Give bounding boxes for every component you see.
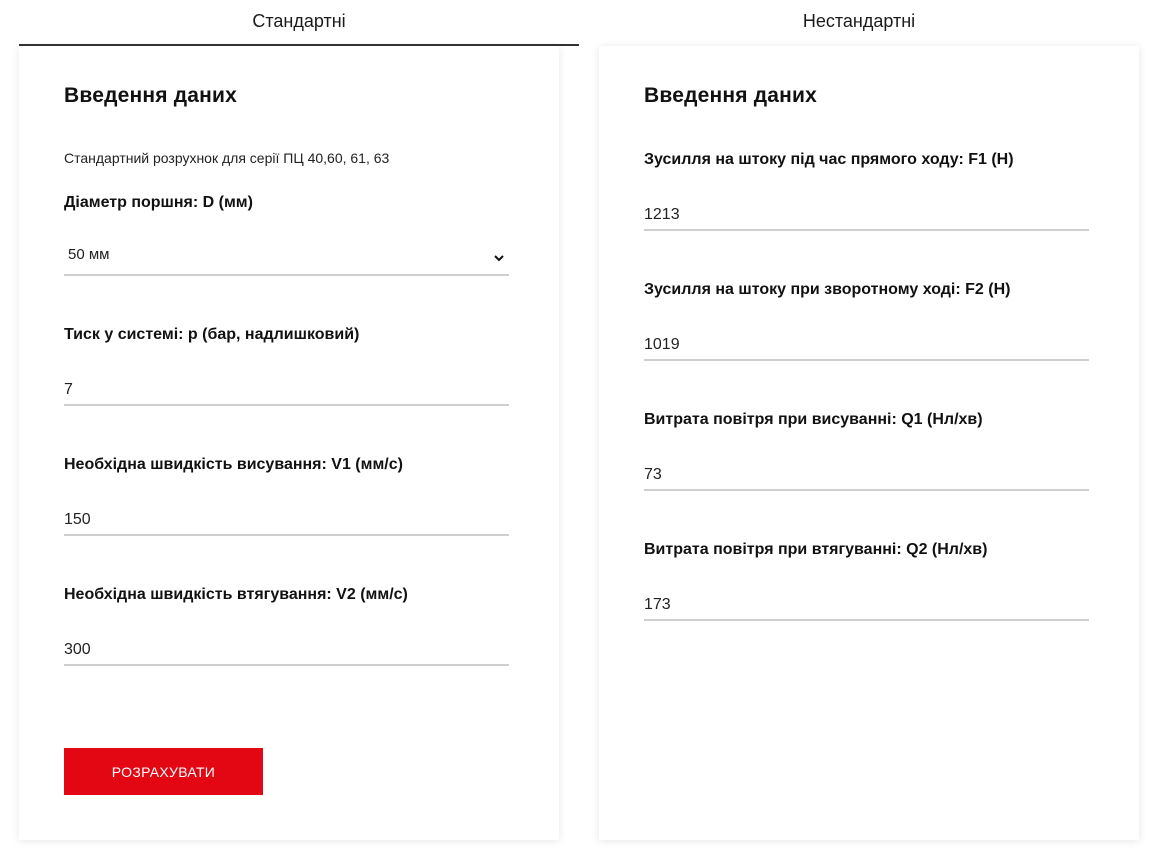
retract-speed-field — [64, 586, 509, 666]
q2-label: Витрата повітря при втягуванні: Q2 (Нл/хв) — [644, 541, 988, 558]
f2-label: Зусилля на штоку при зворотному ході: F2 (Н) — [644, 281, 1011, 298]
q2-field — [644, 541, 1089, 621]
extend-speed-field — [64, 456, 509, 536]
retract-speed-label: Необхідна швидкість втягування: V2 (мм/с) — [64, 586, 408, 603]
pressure-field — [64, 326, 509, 406]
pressure-label: Тиск у системі: p (бар, надлишковий) — [64, 326, 360, 343]
q1-field — [644, 411, 1089, 491]
calculate-button[interactable]: РОЗРАХУВАТИ — [64, 748, 263, 795]
f2-field — [644, 281, 1089, 361]
q1-label: Витрата повітря при висуванні: Q1 (Нл/хв) — [644, 411, 983, 428]
f1-label: Зусилля на штоку під час прямого ходу: F1 (Н) — [644, 151, 1014, 168]
extend-speed-label: Необхідна швидкість висування: V1 (мм/с) — [64, 456, 403, 473]
diameter-label: Діаметр поршня: D (мм) — [64, 194, 253, 211]
diameter-select[interactable] — [64, 244, 509, 276]
f1-field — [644, 151, 1089, 231]
standard-panel — [19, 46, 559, 840]
f2-input[interactable] — [644, 331, 1089, 361]
tab-nonstandard[interactable]: Нестандартні — [802, 11, 916, 31]
f1-input[interactable] — [644, 201, 1089, 231]
calculator-tabs — [19, 0, 1139, 46]
q2-input[interactable] — [644, 591, 1089, 621]
extend-speed-input[interactable] — [64, 506, 509, 536]
standard-panel-title: Введення даних — [64, 84, 238, 107]
nonstandard-panel-title: Введення даних — [644, 84, 818, 107]
standard-note: Стандартний розрухнок для серії ПЦ 40,60, 61, 63 — [64, 150, 390, 166]
q1-input[interactable] — [644, 461, 1089, 491]
nonstandard-panel — [599, 46, 1139, 840]
pressure-input[interactable] — [64, 376, 509, 406]
retract-speed-input[interactable] — [64, 636, 509, 666]
diameter-select-value: 50 мм — [68, 246, 110, 263]
diameter-field — [64, 194, 509, 276]
tab-standard[interactable]: Стандартні — [19, 0, 579, 46]
chevron-down-icon — [493, 252, 505, 264]
